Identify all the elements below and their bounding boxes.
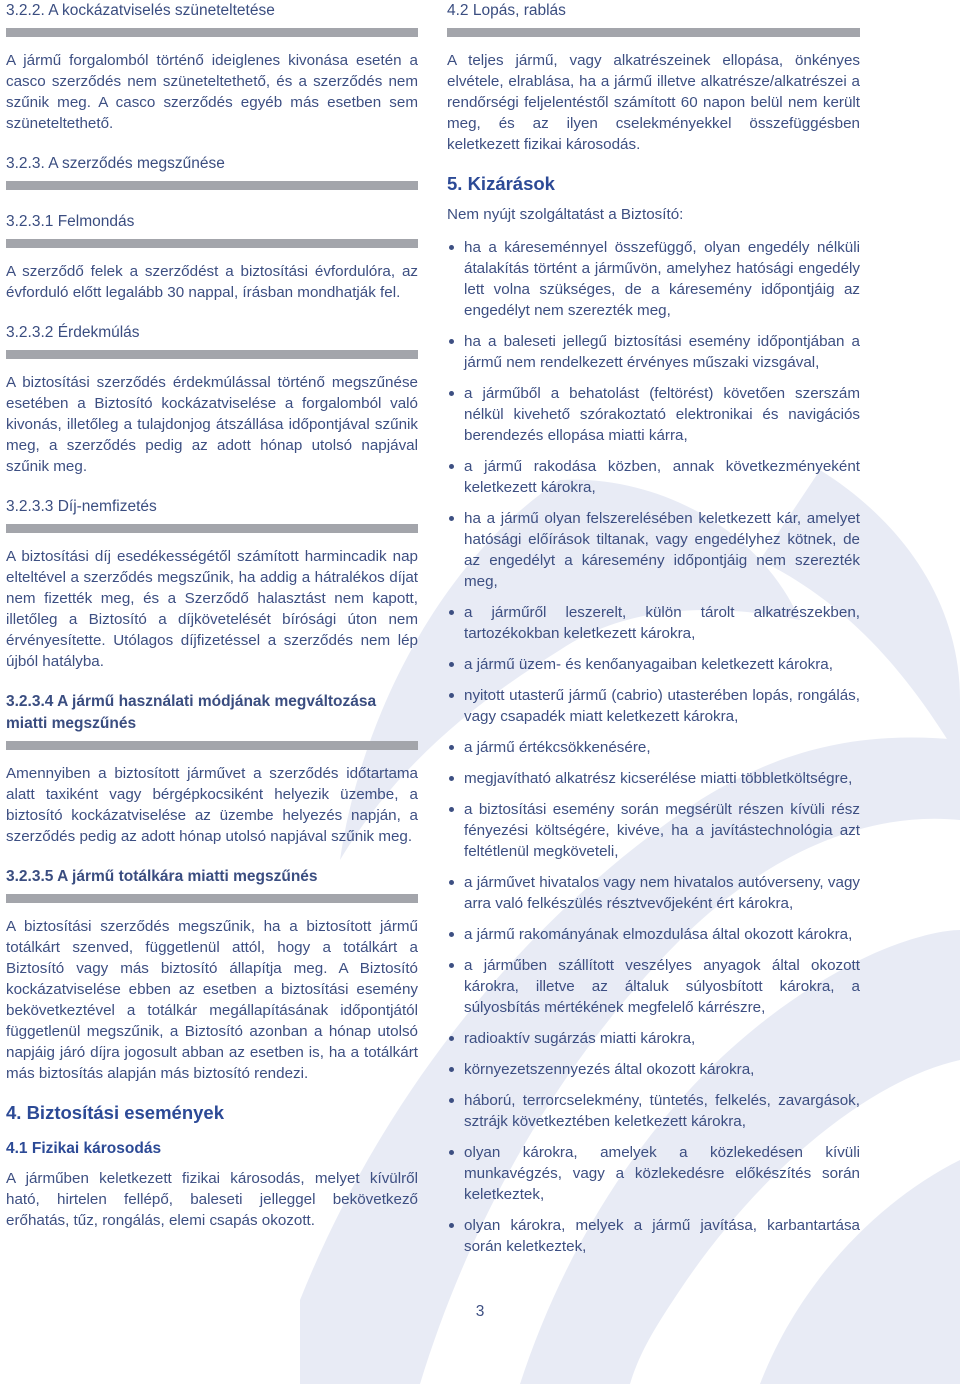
list-item (447, 737, 860, 758)
list-item-text: a biztosítási esemény során megsérült részen kívüli rész fényezési költségére, kivéve, ha a javítástechnológia azt feltétlenül megköveteli, (464, 801, 860, 860)
bullet-icon (449, 516, 454, 521)
list-item-text: a jármű üzem- és kenőanyagaiban keletkezett károkra, (464, 656, 833, 673)
list-item (447, 508, 860, 592)
bullet-icon (449, 963, 454, 968)
bullet-icon (449, 1036, 454, 1041)
section-5-title: 5. Kizárások (447, 173, 555, 194)
list-item-text: ha a káreseménnyel összefüggő, olyan engedély nélküli átalakítás történt a járművön, amelyhez hatósági engedély lett volna szükséges, de a káresemény időpontjáig az engedélyt nem szerezték meg, (464, 239, 860, 319)
bullet-icon (449, 1150, 454, 1155)
bullet-icon (449, 807, 454, 812)
bullet-icon (449, 662, 454, 667)
list-item (447, 685, 860, 727)
list-item-text: a járművet hivatalos vagy nem hivatalos autóverseny, vagy arra való felkészülés résztvevőjeként ért károkra, (464, 874, 860, 912)
list-item (447, 1059, 860, 1080)
section-3-2-3-title: 3.2.3. A szerződés megszűnése (6, 155, 225, 172)
section-divider (6, 239, 418, 248)
section-4-1-text: A járműben keletkezett fizikai károsodás, melyet kívülről ható, hirtelen fellépő, baleseti jelleggel bekövetkező erőhatás, tűz, rongálás, elemi csapás okozott. (6, 1170, 418, 1229)
section-3-2-3-5-title: 3.2.3.5 A jármű totálkára miatti megszűnés (6, 868, 318, 885)
list-item (447, 1090, 860, 1132)
list-item (447, 602, 860, 644)
list-item (447, 331, 860, 373)
list-item-text: nyitott utasterű jármű (cabrio) utasterében lopás, rongálás, vagy csapadék miatt keletkezett károkra, (464, 687, 860, 725)
section-4-title: 4. Biztosítási események (6, 1102, 224, 1123)
bullet-icon (449, 339, 454, 344)
list-item (447, 1215, 860, 1257)
list-item-text: a járműben szállított veszélyes anyagok által okozott károkra, illetve az általuk súlyosbított károkra, a súlyosbítás mértékének megfelelő kárrészre, (464, 957, 860, 1016)
section-divider (6, 350, 418, 359)
section-divider (6, 524, 418, 533)
bullet-icon (449, 610, 454, 615)
list-item-text: radioaktív sugárzás miatti károkra, (464, 1030, 696, 1047)
page-number: 3 (475, 1303, 485, 1320)
bullet-icon (449, 1067, 454, 1072)
list-item-text: háború, terrorcselekmény, tüntetés, felkelés, zavargások, sztrájk következtében keletkezett károkra, (464, 1092, 860, 1130)
section-3-2-3-2-text: A biztosítási szerződés érdekmúlással történő megszűnése esetében a Biztosító kockázatviselése a forgalomból való kivonás, illetőleg a tulajdonjog átszállása időpontjával szűnik meg, a szerződés pedig az adott hónap utolsó napjával szűnik meg. (6, 374, 418, 475)
section-divider (447, 28, 860, 37)
list-item (447, 237, 860, 321)
section-3-2-2-text: A jármű forgalomból történő ideiglenes kivonása esetén a casco szerződés nem szüneteltethető, és a szerződés nem szűnik meg. A casco szerződés egyéb más esetben sem szüneteltethető. (6, 52, 418, 132)
list-item (447, 799, 860, 862)
section-divider (6, 741, 418, 750)
list-item-text: olyan károkra, melyek a jármű javítása, karbantartása során keletkeztek, (464, 1217, 860, 1255)
section-3-2-3-1-text: A szerződő felek a szerződést a biztosítási évfordulóra, az évforduló előtt legalább 30 nappal, írásban mondhatják fel. (6, 263, 418, 301)
list-item (447, 768, 860, 789)
list-item (447, 924, 860, 945)
list-item-text: olyan károkra, amelyek a közlekedésen kívüli munkavégzés, vagy a közlekedésre előkészítés során keletkeztek, (464, 1144, 860, 1203)
bullet-icon (449, 1098, 454, 1103)
section-3-2-3-3-title: 3.2.3.3 Díj-nemfizetés (6, 498, 157, 515)
bullet-icon (449, 932, 454, 937)
bullet-icon (449, 776, 454, 781)
bullet-icon (449, 245, 454, 250)
section-divider (6, 28, 418, 37)
bullet-icon (449, 880, 454, 885)
section-4-2-title: 4.2 Lopás, rablás (447, 2, 566, 19)
list-item (447, 1142, 860, 1205)
section-divider (6, 181, 418, 190)
list-item (447, 872, 860, 914)
list-item (447, 654, 860, 675)
list-item-text: megjavítható alkatrész kicserélése miatti többletköltségre, (464, 770, 853, 787)
bullet-icon (449, 1223, 454, 1228)
left-column (6, 0, 418, 1231)
list-item-text: a járműről leszerelt, külön tárolt alkatrészekben, tartozékokban keletkezett károkra, (464, 604, 860, 642)
bullet-icon (449, 391, 454, 396)
list-item-text: ha a jármű olyan felszerelésében keletkezett kár, amelyet hatósági előírások tiltanak, vagy engedélyhez kötnek, de az engedélyt a káresemény időpontjáig nem szerezték meg, (464, 510, 860, 590)
section-3-2-3-1-title: 3.2.3.1 Felmondás (6, 213, 135, 230)
section-3-2-3-4-title: 3.2.3.4 A jármű használati módjának megváltozása miatti megszűnés (6, 693, 377, 732)
section-3-2-2-title: 3.2.2. A kockázatviselés szüneteltetése (6, 2, 275, 19)
list-item (447, 1028, 860, 1049)
bullet-icon (449, 464, 454, 469)
list-item-text: a jármű rakományának elmozdulása által okozott károkra, (464, 926, 853, 943)
section-3-2-3-2-title: 3.2.3.2 Érdekmúlás (6, 324, 140, 341)
bullet-icon (449, 693, 454, 698)
exclusions-intro: Nem nyújt szolgáltatást a Biztosító: (447, 206, 684, 223)
bullet-icon (449, 745, 454, 750)
section-3-2-3-4-text: Amennyiben a biztosított járművet a szerződés időtartama alatt taxiként vagy bérgépkocsiként helyezik üzembe, a biztosító kockázatviselése az üzembe helyezés napján, a szerződés pedig az adott hónap utolsó napjával szűnik meg. (6, 765, 418, 845)
list-item-text: a jármű értékcsökkenésére, (464, 739, 651, 756)
list-item (447, 955, 860, 1018)
section-4-2-text: A teljes jármű, vagy alkatrészeinek ellopása, önkényes elvétele, elrablása, ha a jármű illetve alkatrésze/alkatrészei a rendőrségi feljelentéstől számított 60 napon belül nem került meg, és az ilyen cselekményekkel összefüggésben keletkezett fizikai károsodás. (447, 52, 860, 153)
list-item-text: környezetszennyezés által okozott károkra, (464, 1061, 755, 1078)
exclusions-list (447, 237, 860, 1257)
list-item (447, 456, 860, 498)
section-3-2-3-5-text: A biztosítási szerződés megszűnik, ha a biztosított jármű totálkárt szenved, függetlenül attól, hogy a totálkárt a Biztosító vagy más biztosító állapítja meg. A Biztosító kockázatviselése ebben az esetben a biztosítási esemény bekövetkeztével a totálkár megállapításának időpontjától függetlenül megszűnik, a Biztosító azonban a hónap utolsó napjáig járó díjra jogosult abban az esetben is, ha a totálkárt más biztosítás alapján más biztosító rendezi. (6, 918, 418, 1082)
list-item-text: a járműből a behatolást (feltörést) követően szerszám nélkül kivehető szórakoztató elektronikai és navigációs berendezés ellopása miatti kárra, (464, 385, 860, 444)
section-divider (6, 894, 418, 903)
list-item (447, 383, 860, 446)
list-item-text: a jármű rakodása közben, annak következményeként keletkezett károkra, (464, 458, 860, 496)
section-3-2-3-3-text: A biztosítási díj esedékességétől számított harmincadik nap elteltével a szerződés megszűnik, ha addig a hátralékos díjat nem fizették meg, és a Szerződő halasztást nem kapott, illetőleg a Biztosító a díjkövetelését bírósági úton nem érvényesítette. Utólagos díjfizetéssel a szerződés nem lép újból hatályba. (6, 548, 418, 670)
right-column (447, 0, 860, 1267)
section-4-1-title: 4.1 Fizikai károsodás (6, 1140, 162, 1157)
list-item-text: ha a baleseti jellegű biztosítási esemény időpontjában a jármű nem rendelkezett érvényes műszaki vizsgával, (464, 333, 860, 371)
